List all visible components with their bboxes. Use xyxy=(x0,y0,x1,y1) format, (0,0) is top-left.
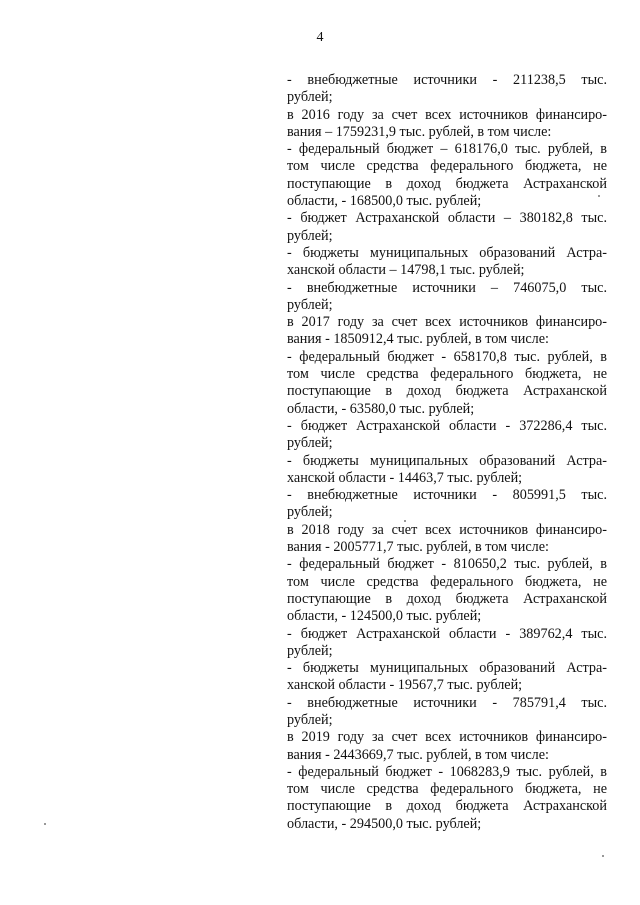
text-line: ханской области – 14798,1 тыс. рублей; xyxy=(287,262,525,279)
text-line: поступающие в доход бюджета Астраханской xyxy=(287,383,607,400)
text-line: рублей; xyxy=(287,435,333,452)
text-line: - федеральный бюджет – 618176,0 тыс. рублей, в xyxy=(287,141,607,158)
text-line: поступающие в доход бюджета Астраханской xyxy=(287,798,607,815)
text-line: области, - 63580,0 тыс. рублей; xyxy=(287,400,475,417)
text-line: в 2016 году за счет всех источников финансиро- xyxy=(287,106,607,123)
text-line: вания – 1759231,9 тыс. рублей, в том числе: xyxy=(287,123,552,140)
text-line: том числе средства федерального бюджета, не xyxy=(287,366,607,383)
text-line: - внебюджетные источники – 746075,0 тыс. xyxy=(287,279,607,296)
text-line: - бюджеты муниципальных образований Астра- xyxy=(287,244,607,261)
scan-speck xyxy=(404,520,406,522)
text-line: - бюджеты муниципальных образований Астра- xyxy=(287,660,607,677)
text-line: рублей; xyxy=(287,504,333,521)
text-line: области, - 168500,0 тыс. рублей; xyxy=(287,193,482,210)
text-line: в 2017 году за счет всех источников финансиро- xyxy=(287,314,607,331)
text-line: - бюджеты муниципальных образований Астра- xyxy=(287,452,607,469)
body-text-column xyxy=(287,72,607,833)
text-line: рублей; xyxy=(287,711,333,728)
text-line: вания - 1850912,4 тыс. рублей, в том числе: xyxy=(287,331,549,348)
text-line: - внебюджетные источники - 785791,4 тыс. xyxy=(287,694,607,711)
text-line: - федеральный бюджет - 810650,2 тыс. рублей, в xyxy=(287,556,607,573)
text-line: поступающие в доход бюджета Астраханской xyxy=(287,175,607,192)
text-line: рублей; xyxy=(287,89,333,106)
text-line: - бюджет Астраханской области - 389762,4 тыс. xyxy=(287,625,607,642)
text-line: области, - 124500,0 тыс. рублей; xyxy=(287,608,482,625)
text-line: том числе средства федерального бюджета, не xyxy=(287,781,607,798)
text-line: - бюджет Астраханской области - 372286,4 тыс. xyxy=(287,417,607,434)
text-line: вания - 2443669,7 тыс. рублей, в том числе: xyxy=(287,746,549,763)
text-line: в 2019 году за счет всех источников финансиро- xyxy=(287,729,607,746)
text-line: - внебюджетные источники - 211238,5 тыс. xyxy=(287,72,607,88)
text-line: рублей; xyxy=(287,296,333,313)
text-line: области, - 294500,0 тыс. рублей; xyxy=(287,815,482,832)
text-line: том числе средства федерального бюджета, не xyxy=(287,158,607,175)
text-line: поступающие в доход бюджета Астраханской xyxy=(287,590,607,607)
scan-speck xyxy=(598,195,600,197)
scan-speck xyxy=(602,855,604,857)
text-line: вания - 2005771,7 тыс. рублей, в том числе: xyxy=(287,539,549,556)
text-line: рублей; xyxy=(287,642,333,659)
page-number: 4 xyxy=(316,30,324,45)
text-line: - федеральный бюджет - 1068283,9 тыс. рублей, в xyxy=(287,763,607,780)
text-line: ханской области - 19567,7 тыс. рублей; xyxy=(287,677,523,694)
text-line: - бюджет Астраханской области – 380182,8 тыс. xyxy=(287,210,607,227)
text-line: рублей; xyxy=(287,227,333,244)
text-line: - внебюджетные источники - 805991,5 тыс. xyxy=(287,487,607,504)
text-line: ханской области - 14463,7 тыс. рублей; xyxy=(287,469,523,486)
scan-speck xyxy=(44,823,46,825)
text-line: - федеральный бюджет - 658170,8 тыс. рублей, в xyxy=(287,348,607,365)
text-line: том числе средства федерального бюджета, не xyxy=(287,573,607,590)
text-line: в 2018 году за счет всех источников финансиро- xyxy=(287,521,607,538)
